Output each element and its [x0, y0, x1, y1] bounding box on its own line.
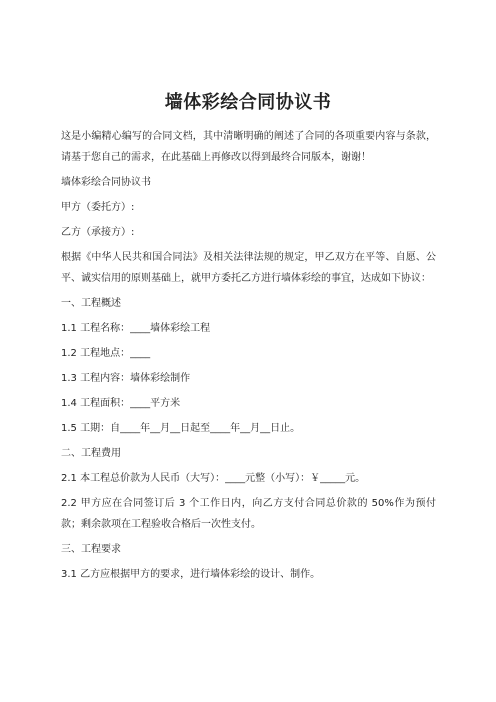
intro-paragraph: 这是小编精心编写的合同文档，其中清晰明确的阐述了合同的各项重要内容与条款，请基于您自己的需求，在此基础上再修改以得到最终合同版本，谢谢！: [61, 131, 436, 163]
document-title: 墙体彩绘合同协议书: [164, 92, 332, 113]
party-b-line: 乙方（承接方）:: [61, 227, 135, 238]
clause-line: 1.4 工程面积：____平方米: [61, 398, 181, 409]
preamble-paragraph: 根据《中华人民共和国合同法》及相关法律法规的规定，甲乙双方在平等、自愿、公平、诚实信用的原则基础上，就甲方委托乙方进行墙体彩绘的事宜，达成如下协议：: [61, 252, 436, 284]
clause-line: 2.1 本工程总价款为人民币（大写）：____元整（小写）：￥_____元。: [61, 473, 366, 484]
clause-line: 1.5 工期：自____年__月__日起至____年__月__日止。: [61, 423, 301, 434]
clause-line: 3.1 乙方应根据甲方的要求，进行墙体彩绘的设计、制作。: [61, 569, 321, 580]
section-heading: 三、工程要求: [61, 544, 121, 555]
section-heading: 二、工程费用: [61, 448, 121, 459]
document-body: [61, 126, 436, 589]
party-a-line: 甲方（委托方）:: [61, 202, 135, 213]
clause-line: 2.2 甲方应在合同签订后 3 个工作日内，向乙方支付合同总价款的 50%作为预付款；剩余款项在工程验收合格后一次性支付。: [61, 498, 436, 530]
subtitle-line: 墙体彩绘合同协议书: [61, 177, 151, 188]
clause-line: 1.2 工程地点：____: [61, 348, 151, 359]
section-heading: 一、工程概述: [61, 298, 121, 309]
clause-line: 1.1 工程名称：____墙体彩绘工程: [61, 323, 211, 334]
clause-line: 1.3 工程内容：墙体彩绘制作: [61, 373, 191, 384]
